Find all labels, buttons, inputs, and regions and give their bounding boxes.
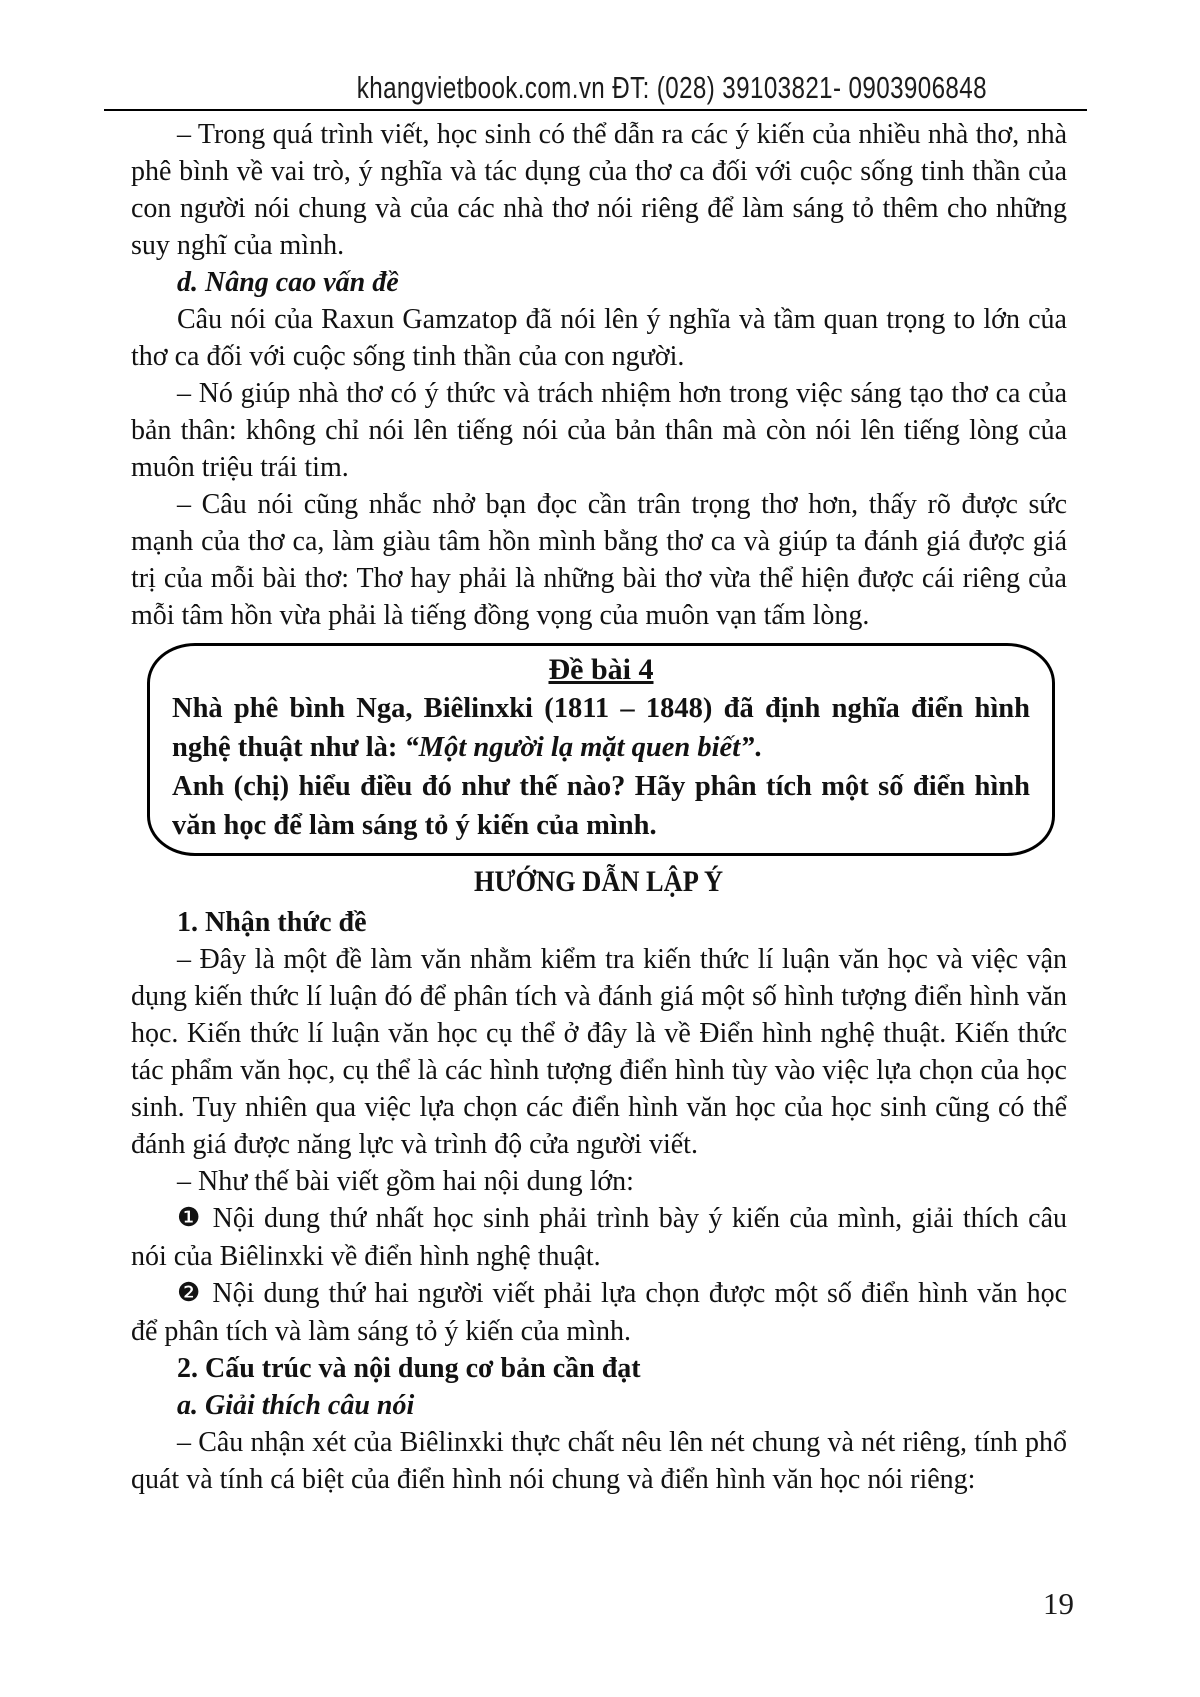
paragraph-intro-writing: – Trong quá trình viết, học sinh có thể dẫn ra các ý kiến của nhiều nhà thơ, nhà phê bình về vai trò, ý nghĩa và tác dụng của thơ ca đối với cuộc sống tinh thần của con người nói chung và của các nhà thơ nói riêng để làm sáng tỏ thêm cho những suy nghĩ của mình. — [131, 119, 1067, 261]
paragraph-nhac-nho-ban-doc: – Câu nói cũng nhắc nhở bạn đọc cần trân trọng thơ hơn, thấy rõ được sức mạnh của thơ ca, làm giàu tâm hồn mình bằng thơ ca và giúp ta đánh giá được giá trị của mỗi bài thơ: Thơ hay phải là những bài thơ vừa thể hiện được cái riêng của mỗi tâm hồn vừa phải là tiếng đồng vọng của muôn vạn tấm lòng. — [131, 489, 1067, 631]
exercise-box-title-text: Đề bài 4 — [548, 653, 654, 686]
exercise-box — [147, 643, 1055, 856]
exercise-statement — [172, 689, 1030, 767]
list-item-noi-dung-2 — [131, 1275, 1067, 1350]
exercise-question: Anh (chị) hiểu điều đó như thế nào? Hãy phân tích một số điển hình văn học để làm sáng tỏ ý kiến của mình. — [172, 771, 1030, 841]
paragraph-hai-noi-dung: – Như thế bài viết gồm hai nội dung lớn: — [177, 1166, 634, 1197]
heading-nhan-thuc-de: 1. Nhận thức đề — [177, 907, 367, 938]
heading-cau-truc-noi-dung: 2. Cấu trúc và nội dung cơ bản cần đạt — [177, 1353, 641, 1384]
heading-giai-thich-cau-noi: a. Giải thích câu nói — [177, 1390, 415, 1421]
list-item-noi-dung-1 — [131, 1200, 1067, 1275]
section-heading-text: HƯỚNG DẪN LẬP Ý — [474, 865, 724, 898]
circled-two-icon: ❷ — [177, 1278, 203, 1308]
header-divider — [104, 109, 1087, 111]
paragraph-raxun-gamzatop: Câu nói của Raxun Gamzatop đã nói lên ý nghĩa và tầm quan trọng to lớn của thơ ca đối với cuộc sống tinh thần của con người. — [131, 304, 1067, 372]
circled-one-icon: ❶ — [177, 1203, 203, 1233]
heading-nang-cao-van-de: d. Nâng cao vấn đề — [177, 267, 399, 298]
exercise-box-title — [172, 651, 1030, 689]
section-heading-huong-dan-lap-y — [131, 862, 1067, 902]
paragraph-de-lam-van: – Đây là một đề làm văn nhằm kiểm tra kiến thức lí luận văn học và việc vận dụng kiến thức lí luận đó để phân tích và đánh giá một số hình tượng điển hình văn học. Kiến thức lí luận văn học cụ thể ở đây là về Điển hình nghệ thuật. Kiến thức tác phẩm văn học, cụ thể là các hình tượng điển hình tùy vào việc lựa chọn của học sinh. Tuy nhiên qua việc lựa chọn các điển hình văn học của học sinh cũng có thể đánh giá được năng lực và trình độ cửa người viết. — [131, 944, 1067, 1160]
page-number: 19 — [1043, 1586, 1074, 1621]
paragraph-cau-nhan-xet: – Câu nhận xét của Biêlinxki thực chất nêu lên nét chung và nét riêng, tính phổ quát và tính cá biệt của điển hình nói chung và điển hình văn học nói riêng: — [131, 1427, 1067, 1495]
list-item-noi-dung-1-text: Nội dung thứ nhất học sinh phải trình bày ý kiến của mình, giải thích câu nói của Biêlinxki về điển hình nghệ thuật. — [131, 1203, 1068, 1272]
exercise-statement-suffix: . — [754, 732, 762, 763]
paragraph-nha-tho-trach-nhiem: – Nó giúp nhà thơ có ý thức và trách nhiệm hơn trong việc sáng tạo thơ ca của bản thân: không chỉ nói lên tiếng nói của bản thân mà còn nói lên tiếng lòng của muôn triệu trái tim. — [131, 378, 1067, 483]
list-item-noi-dung-2-text: Nội dung thứ hai người viết phải lựa chọn được một số điển hình văn học để phân tích và làm sáng tỏ ý kiến của mình. — [131, 1278, 1067, 1347]
exercise-statement-prefix: Nhà phê bình Nga, Biêlinxki (1811 – 1848) đã định nghĩa điển hình nghệ thuật như là: — [172, 693, 1030, 763]
page-content — [131, 116, 1067, 1498]
exercise-statement-quote: “Một người lạ mặt quen biết” — [404, 732, 755, 763]
header-contact-info: khangvietbook.com.vn ĐT: (028) 39103821- 0903906848 — [356, 70, 987, 105]
